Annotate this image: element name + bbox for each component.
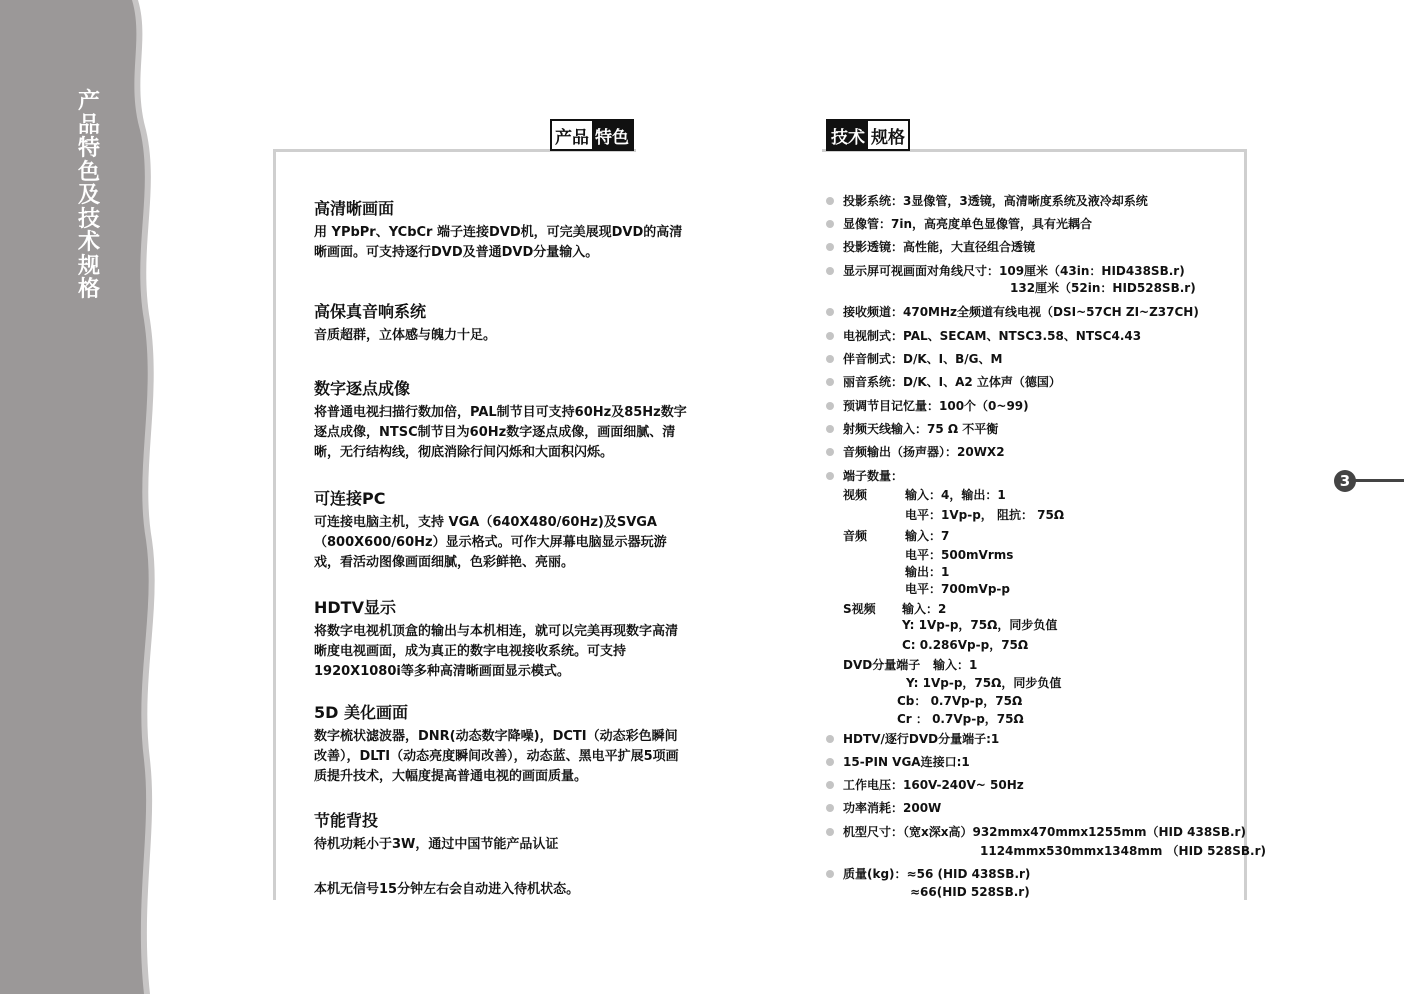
spec-vga-port: 15-PIN VGA连接口:1 bbox=[843, 755, 970, 769]
spec-size: 机型尺寸：（宽x深x高）932mmx470mmx1255mm（HID 438SB.r) bbox=[843, 825, 1246, 839]
feature-text: 将数字电视机顶盒的输出与本机相连，就可以完美再现数字高清晰度电视画面，成为真正的数字电视接收系统。可支持1920X1080i等多种高清晰画面显示模式。 bbox=[314, 624, 679, 679]
feature-5d-picture bbox=[314, 700, 689, 787]
specs-tag-right: 规格 bbox=[871, 127, 905, 148]
spec-audio-level-out: 电平：700mVp-p bbox=[905, 582, 1011, 596]
bullet-icon bbox=[826, 332, 834, 340]
standby-note-text: 本机无信号15分钟左右会自动进入待机状态。 bbox=[314, 882, 580, 897]
bullet-icon bbox=[826, 472, 834, 480]
feature-pc-connect bbox=[314, 486, 689, 573]
spec-sound-system: 伴音制式：D/K、I、B/G、M bbox=[843, 352, 1003, 366]
specs-tag-left: 技术 bbox=[828, 121, 868, 149]
spec-svideo-label: S视频 bbox=[843, 602, 876, 616]
spec-dvd-cr: Cr ： 0.7Vp-p，75Ω bbox=[897, 712, 1024, 726]
spec-dvd-y: Y: 1Vp-p，75Ω，同步负值 bbox=[906, 676, 1062, 690]
spec-lens: 投影透镜：高性能，大直径组合透镜 bbox=[843, 240, 1036, 254]
bullet-icon bbox=[826, 735, 834, 743]
page-number-line bbox=[1352, 479, 1404, 482]
spec-audio-level-in: 电平：500mVrms bbox=[905, 548, 1014, 562]
spec-screen-2: 132厘米（52in：HID528SB.r) bbox=[1010, 281, 1196, 295]
spec-screen: 显示屏可视画面对角线尺寸：109厘米（43in：HID438SB.r) bbox=[843, 264, 1185, 278]
feature-text: 音质超群，立体感与魄力十足。 bbox=[314, 328, 497, 343]
feature-title: 高保真音响系统 bbox=[314, 302, 427, 321]
bullet-icon bbox=[826, 220, 834, 228]
feature-text: 用 YPbPr、YCbCr 端子连接DVD机，可完美展现DVD的高清晰画面。可支持逐行DVD及普通DVD分量输入。 bbox=[314, 225, 683, 260]
spec-svideo-in: 输入：2 bbox=[902, 602, 947, 616]
spec-dvd-in: 输入：1 bbox=[933, 658, 978, 672]
spec-projection: 投影系统：3显像管，3透镜，高清晰度系统及液冷却系统 bbox=[843, 194, 1148, 208]
spec-size-2: 1124mmx530mmx1348mm （HID 528SB.r) bbox=[980, 844, 1266, 858]
spec-presets: 预调节目记忆量：100个（0~99) bbox=[843, 399, 1029, 413]
feature-title: HDTV显示 bbox=[314, 598, 396, 617]
features-tag-left: 产品 bbox=[555, 127, 589, 148]
feature-text: 数字梳状滤波器，DNR(动态数字降噪)，DCTI（动态彩色瞬间改善），DLTI（动态亮度瞬间改善），动态蓝、黑电平扩展5项画质提升技术，大幅度提高普通电视的画面质量。 bbox=[314, 729, 679, 784]
bullet-icon bbox=[826, 308, 834, 316]
spec-weight-2: ≈66(HID 528SB.r) bbox=[910, 885, 1030, 899]
feature-hdtv bbox=[314, 595, 689, 682]
spec-audio-out-count: 输出：1 bbox=[905, 565, 950, 579]
feature-title: 可连接PC bbox=[314, 489, 386, 508]
spec-audio-out: 音频输出（扬声器）：20WX2 bbox=[843, 445, 1005, 459]
bullet-icon bbox=[826, 448, 834, 456]
spec-dvd-cb: Cb： 0.7Vp-p，75Ω bbox=[897, 694, 1023, 708]
page-number: 3 bbox=[1334, 470, 1356, 492]
feature-text: 待机功耗小于3W，通过中国节能产品认证 bbox=[314, 837, 559, 852]
feature-text: 可连接电脑主机，支持 VGA（640X480/60Hz)及SVGA（800X600/60Hz）显示格式。可作大屏幕电脑显示器玩游戏，看活动图像画面细腻，色彩鲜艳、亮丽。 bbox=[314, 515, 667, 570]
bullet-icon bbox=[826, 402, 834, 410]
bullet-icon bbox=[826, 355, 834, 363]
spec-rf-input: 射频天线输入：75 Ω 不平衡 bbox=[843, 422, 999, 436]
feature-hifi-audio bbox=[314, 299, 689, 346]
spec-terminals: 端子数量： bbox=[843, 469, 904, 483]
spec-channels: 接收频道：470MHz全频道有线电视（DSI~57CH ZI~Z37CH) bbox=[843, 305, 1199, 319]
spec-stereo: 丽音系统：D/K、I、A2 立体声（德国） bbox=[843, 375, 1061, 389]
feature-digital-imaging bbox=[314, 376, 689, 463]
spec-dvd-label: DVD分量端子 bbox=[843, 658, 921, 672]
standby-note bbox=[314, 880, 689, 900]
feature-text: 将普通电视扫描行数加倍，PAL制节目可支持60Hz及85Hz数字逐点成像，NTSC制节目为60Hz数字逐点成像，画面细腻、清晰，无行结构线，彻底消除行间闪烁和大面积闪烁。 bbox=[314, 405, 687, 460]
sidebar-title: 产品特色及技术规格 bbox=[77, 89, 100, 302]
feature-energy-saving bbox=[314, 808, 689, 855]
feature-hd-picture bbox=[314, 196, 689, 263]
bullet-icon bbox=[826, 870, 834, 878]
spec-weight: 质量(kg)：≈56 (HID 438SB.r) bbox=[843, 867, 1031, 881]
bullet-icon bbox=[826, 758, 834, 766]
feature-title: 节能背投 bbox=[314, 811, 379, 830]
spec-video-io: 输入：4，输出：1 bbox=[905, 488, 1006, 502]
spec-power: 功率消耗：200W bbox=[843, 801, 942, 815]
spec-svideo-y: Y: 1Vp-p，75Ω，同步负值 bbox=[902, 618, 1058, 632]
spec-svideo-c: C: 0.286Vp-p，75Ω bbox=[902, 638, 1029, 652]
bullet-icon bbox=[826, 828, 834, 836]
spec-crt: 显像管：7in，高亮度单色显像管，具有光耦合 bbox=[843, 217, 1093, 231]
features-tag-right: 特色 bbox=[592, 121, 632, 149]
bullet-icon bbox=[826, 425, 834, 433]
spec-tv-system: 电视制式：PAL、SECAM、NTSC3.58、NTSC4.43 bbox=[843, 329, 1142, 343]
spec-audio-label: 音频 bbox=[843, 529, 868, 543]
spec-audio-in: 输入：7 bbox=[905, 529, 950, 543]
spec-video-label: 视频 bbox=[843, 488, 868, 502]
bullet-icon bbox=[826, 781, 834, 789]
feature-title: 高清晰画面 bbox=[314, 199, 395, 218]
bullet-icon bbox=[826, 197, 834, 205]
feature-title: 5D 美化画面 bbox=[314, 703, 408, 722]
bullet-icon bbox=[826, 243, 834, 251]
bullet-icon bbox=[826, 267, 834, 275]
specs-tag bbox=[826, 119, 910, 151]
feature-title: 数字逐点成像 bbox=[314, 379, 411, 398]
spec-voltage: 工作电压：160V-240V~ 50Hz bbox=[843, 778, 1024, 792]
bullet-icon bbox=[826, 804, 834, 812]
spec-hdtv-port: HDTV/逐行DVD分量端子:1 bbox=[843, 732, 1000, 746]
bullet-icon bbox=[826, 378, 834, 386]
features-tag bbox=[550, 119, 634, 151]
spec-video-level: 电平：1Vp-p， 阻抗： 75Ω bbox=[905, 508, 1065, 522]
